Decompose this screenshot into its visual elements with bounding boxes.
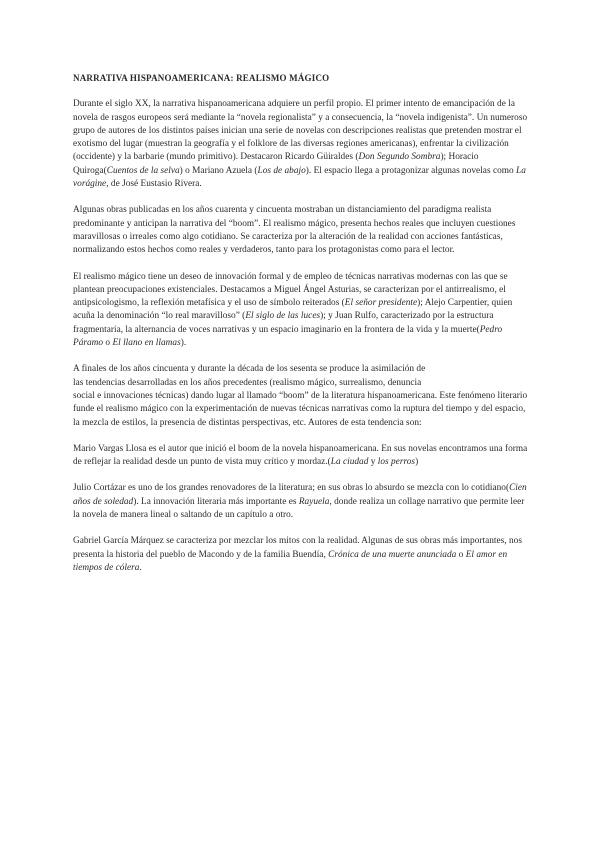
text-run: ). El espacio llega a protagonizar algunas novelas como — [305, 165, 517, 176]
text-run: , donde realiza un collage narrativo que permite leer la novela de manera lineal o saltando de un capítulo a otro. — [73, 496, 525, 521]
work-title: El siglo de las luces — [245, 311, 321, 322]
text-line: las tendencias desarrolladas en los años precedentes (realismo mágico, surrealismo, denuncia — [73, 377, 422, 388]
text-run: social e innovaciones técnicas) dando lugar al llamado “boom” de la literatura hispanoamericana. Este fenómeno literario funde el realismo mágico con la experimentación de nuevas técnicas narrativas como la ruptura del tiempo y del espacio, la mezcla de estilos, la presencia de distintas perspectivas, etc. Autores de esta tendencia son: — [73, 390, 528, 428]
text-run: Mario Vargas Llosa es el autor que inició el boom de la novela hispanoamericana. En sus novelas encontramos una forma de reflejar la realidad desde un punto de vista muy crítico y mordaz.( — [73, 443, 528, 468]
text-run: o — [456, 549, 466, 560]
work-title: Rayuela — [298, 496, 330, 507]
work-title: Cuentos de la selva — [106, 165, 180, 176]
work-title: Don Segundo Sombra — [358, 152, 441, 163]
work-title: Los de abajo — [257, 165, 306, 176]
text-run: , de José Eustasio Rivera. — [106, 179, 202, 190]
text-run: ); Alejo Carpentier, quien acuña la denominación “lo real maravilloso” ( — [73, 298, 513, 322]
work-title: El amor en tiempos de cólera — [73, 549, 508, 573]
text-run: ); y Juan Rulfo, caracterizado por la estructura fragmentaria, la alternancia de voces narrativas y un espacio imaginario en la frontera de la vida y la muerte( — [73, 311, 494, 335]
text-run: Durante el siglo XX, la narrativa hispanoamericana adquiere un perfil propio. El primer intento de emancipación de la novela de rasgos europeos será mediante la “novela regionalista” y a consecuencia, la “novela indigenista”. Un numeroso grupo de autores de los distintos países inician una serie de novelas con descripciones realistas que pretenden mostrar el exotismo del lugar (muestran la geografía y el folklore de las diversas regiones americanas), enfrentar la civilización (occidente) y la barbarie (mundo primitivo). Destacaron Ricardo Güiraldes ( — [73, 99, 528, 163]
paragraph-vargas-llosa — [73, 443, 528, 470]
text-run: ) — [415, 457, 419, 468]
paragraph-regionalismo — [73, 98, 528, 191]
work-title: La vorágine — [73, 165, 526, 190]
text-run: Julio Cortázar es uno de los grandes renovadores de la literatura; en sus obras lo absurdo se mezcla con lo cotidiano( — [73, 483, 510, 494]
work-title: Cien años de soledad — [73, 483, 527, 507]
text-run: El realismo mágico tiene un deseo de innovación formal y de empleo de técnicas narrativas modernas con las que se plantean preocupaciones existenciales. Destacamos a Miguel Ángel Asturias, se caracterizan por el antirrealismo, el antipsicologismo, la reflexión metafísica y el uso de símbolo reiterados ( — [73, 271, 508, 309]
work-title: El llano en llamas — [112, 338, 181, 349]
text-line: A finales de los años cincuenta y durante la década de los sesenta se produce la asimilación de — [73, 364, 426, 375]
paragraph-realismo-magico: Algunas obras publicadas en los años cuarenta y cincuenta mostraban un distanciamiento del paradigma realista predominante y anticipan la narrativa del “boom”. El realismo mágico, presenta hechos reales que incluyen cuestiones maravillosas o irreales como algo cotidiano. Se caracteriza por la alteración de la realidad con acciones fantásticas, normalizando estos hechos como reales y verdaderos, tanto para los protagonistas como para el lector. — [73, 205, 516, 256]
paragraph-garcia-marquez — [73, 535, 528, 575]
work-title: los perros — [377, 457, 416, 468]
work-title: El señor presidente — [344, 298, 418, 309]
text-run: Gabriel García Márquez se caracteriza por mezclar los mitos con la realidad. Algunas de sus obras más importantes, nos presenta la historia del pueblo de Macondo y de la familia Buendía, — [73, 536, 522, 560]
text-run: ). La innovación literaria más importante es — [133, 496, 299, 507]
paragraph-boom — [73, 363, 528, 429]
paragraph-cortazar — [73, 482, 528, 522]
text-run: ); Horacio Quiroga( — [73, 152, 479, 176]
paragraph-innovacion — [73, 271, 528, 351]
text-run: . — [139, 562, 142, 573]
work-title: La ciudad — [330, 457, 369, 468]
page-title: NARRATIVA HISPANOAMERICANA: REALISMO MÁGICO — [73, 73, 330, 83]
text-run: ). — [180, 338, 187, 349]
document-page — [73, 72, 528, 588]
text-run: o — [103, 338, 113, 349]
work-title: Pedro Páramo — [73, 324, 503, 349]
text-run: ) o Mariano Azuela ( — [179, 165, 258, 176]
text-run: y — [368, 457, 378, 468]
work-title: Crónica de una muerte anunciada — [328, 549, 457, 560]
